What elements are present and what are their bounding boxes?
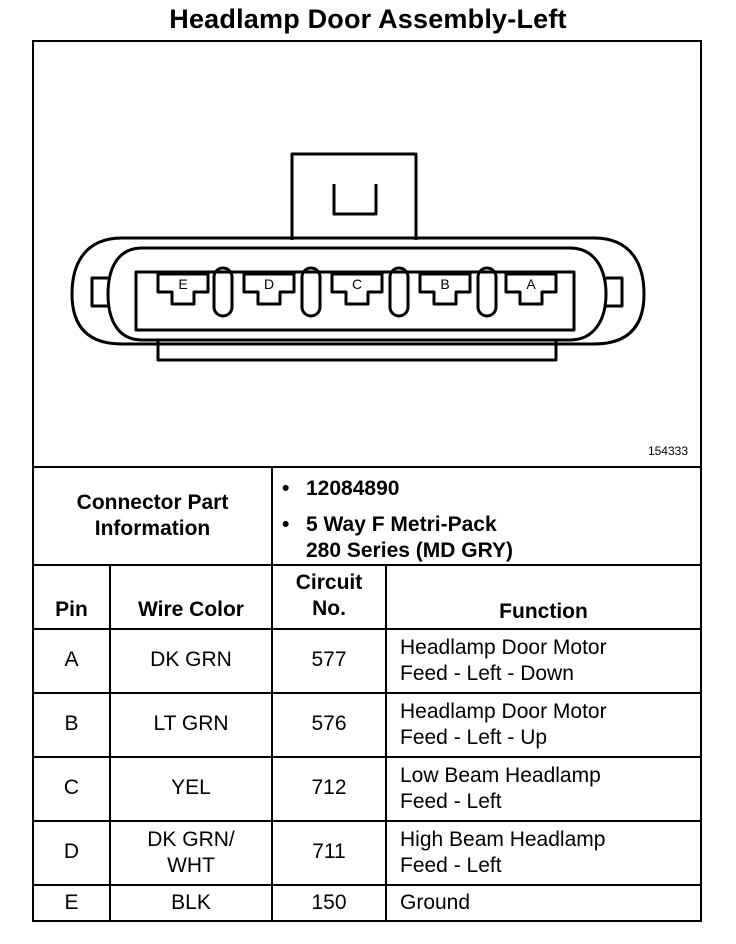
connector-lock-tab xyxy=(292,154,416,240)
connector-frame xyxy=(32,40,702,922)
cavity-label-d: D xyxy=(263,276,275,292)
bullet-icon: • xyxy=(282,513,290,536)
connector-part-info-list xyxy=(280,476,513,564)
bullet-icon: • xyxy=(282,477,290,500)
row-c-circuit: 712 xyxy=(311,776,347,799)
row-d-pin: D xyxy=(63,840,80,863)
row-b-wire-color: LT GRN xyxy=(153,712,229,735)
row-b-function: Headlamp Door Motor Feed - Left - Up xyxy=(400,700,607,749)
divider xyxy=(271,466,273,564)
row-e-wire-color: BLK xyxy=(171,891,211,914)
row-a-wire-color: DK GRN xyxy=(150,648,232,671)
row-a-function: Headlamp Door Motor Feed - Left - Down xyxy=(400,636,607,685)
connector-type-item: • 5 Way F Metri-Pack 280 Series (MD GRY) xyxy=(282,513,513,562)
connector-diagram xyxy=(34,42,700,466)
connector-lock-notch xyxy=(334,184,376,214)
cavity-separator xyxy=(214,268,232,316)
row-c-pin: C xyxy=(63,776,80,799)
header-circuit-no: Circuit No. xyxy=(295,571,363,620)
cavity-label-e: E xyxy=(178,276,188,292)
cavity-separator xyxy=(390,268,408,316)
connector-inner-shell xyxy=(108,248,606,340)
cavity-label-b: B xyxy=(440,276,450,292)
divider xyxy=(34,820,700,822)
divider xyxy=(34,756,700,758)
header-function: Function xyxy=(499,600,588,623)
row-e-circuit: 150 xyxy=(311,891,347,914)
divider xyxy=(34,692,700,694)
connector-left-ear xyxy=(92,278,108,306)
row-d-circuit: 711 xyxy=(312,840,346,863)
row-a-pin: A xyxy=(64,648,79,671)
row-a-circuit: 577 xyxy=(311,648,347,671)
divider xyxy=(34,628,700,630)
row-d-function: High Beam Headlamp Feed - Left xyxy=(400,828,606,877)
figure-number: 154333 xyxy=(647,444,688,458)
connector-part-info-label: Connector Part Information xyxy=(76,491,229,540)
cavity-separator xyxy=(478,268,496,316)
cavity-label-a: A xyxy=(526,276,536,292)
divider xyxy=(34,884,700,886)
row-b-pin: B xyxy=(64,712,79,735)
connector-drawing xyxy=(34,42,700,466)
header-wire-color: Wire Color xyxy=(138,598,244,621)
connector-right-ear xyxy=(606,278,622,306)
part-number-item: • 12084890 xyxy=(282,477,400,500)
cavity-label-c: C xyxy=(351,276,363,292)
row-d-wire-color: DK GRN/ WHT xyxy=(147,828,235,877)
cavity-separator xyxy=(302,268,320,316)
header-pin: Pin xyxy=(55,598,88,621)
page-title: Headlamp Door Assembly-Left xyxy=(169,4,567,34)
row-e-function: Ground xyxy=(400,891,471,914)
row-b-circuit: 576 xyxy=(311,712,347,735)
row-c-function: Low Beam Headlamp Feed - Left xyxy=(400,764,601,813)
row-e-pin: E xyxy=(64,891,79,914)
row-c-wire-color: YEL xyxy=(171,776,211,799)
divider xyxy=(34,564,700,566)
divider xyxy=(34,466,700,468)
